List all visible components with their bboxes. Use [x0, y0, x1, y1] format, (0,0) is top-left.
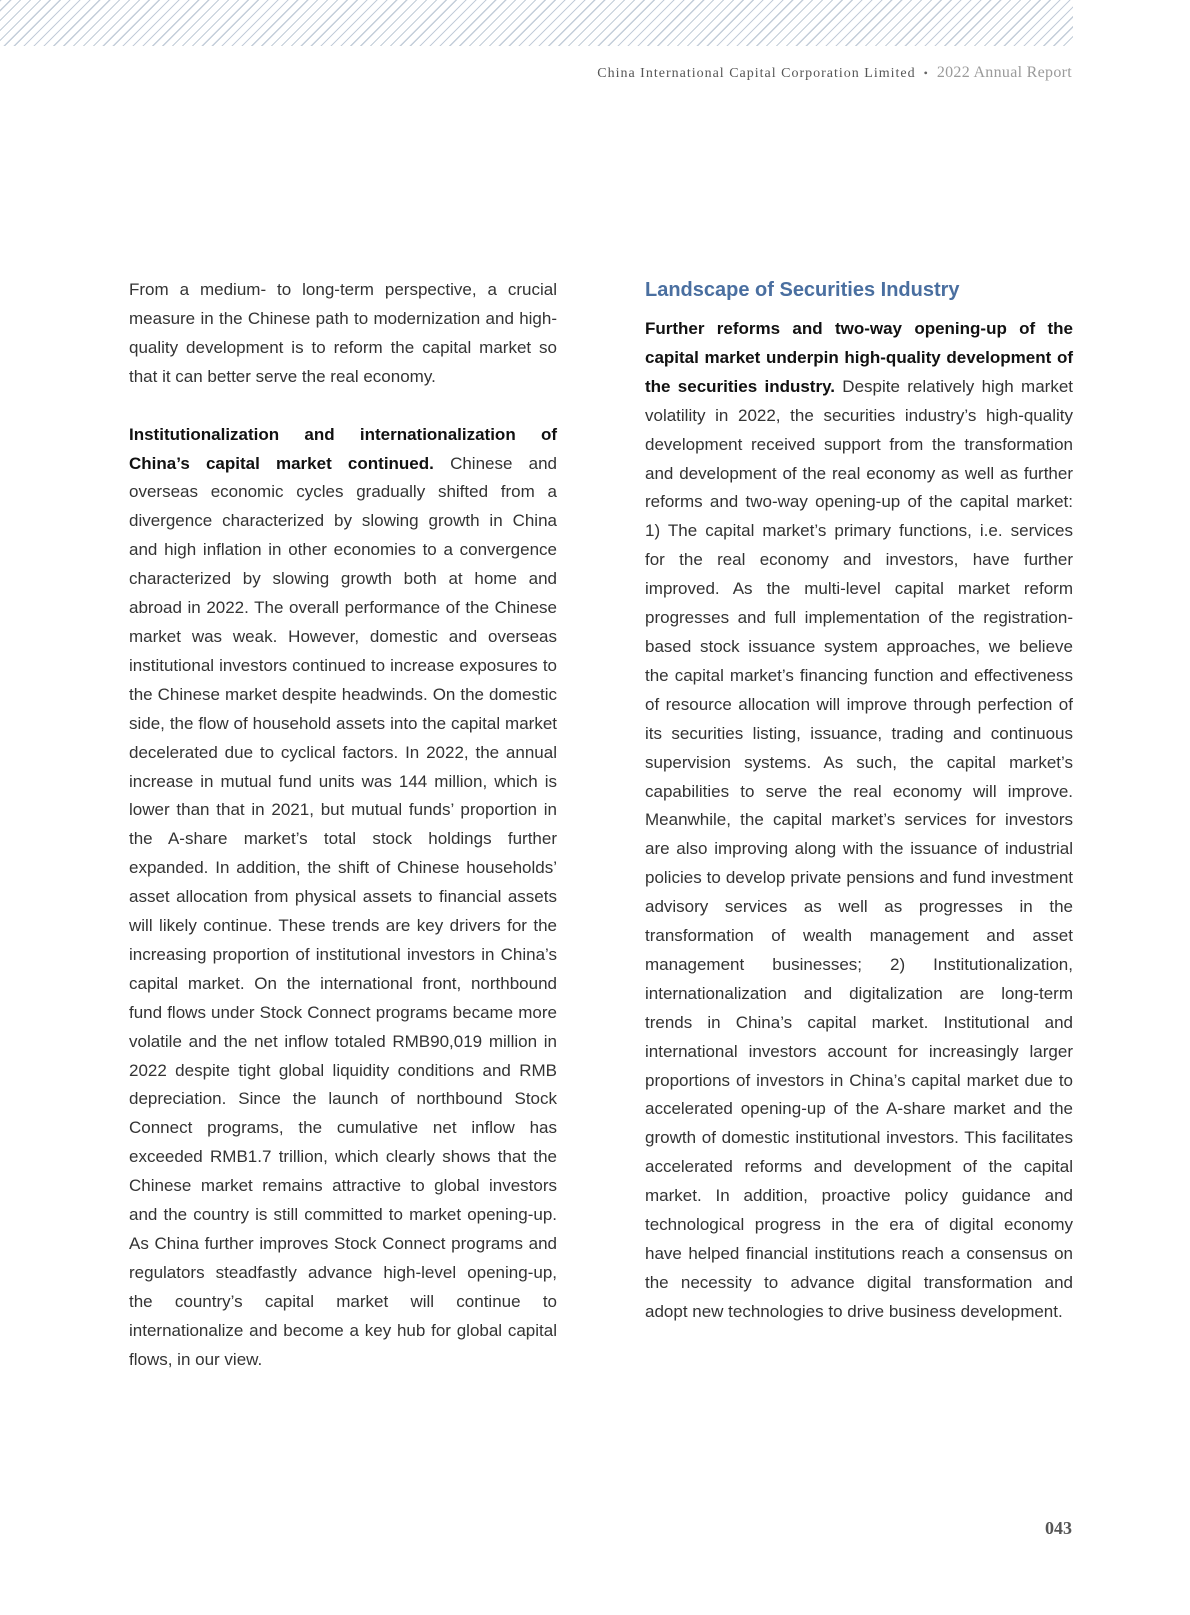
section-heading: Landscape of Securities Industry [645, 279, 960, 301]
paragraph-body: Chinese and overseas economic cycles gradually shifted from a divergence characterized by slowing growth in China and high inflation in other economies to a convergence characterized by slowing growth both at home and abroad in 2022. The overall performance of the Chinese market was weak. However, domestic and overseas institutional investors continued to increase exposures to the Chinese market despite headwinds. On the domestic side, the flow of household assets into the capital market decelerated due to cyclical factors. In 2022, the annual increase in mutual fund units was 144 million, which is lower than that in 2021, but mutual funds’ proportion in the A-share market’s total stock holdings further expanded. In addition, the shift of Chinese households’ asset allocation from physical assets to financial assets will likely continue. These trends are key drivers for the increasing proportion of institutional investors in China’s capital market. On the international front, northbound fund flows under Stock Connect programs became more volatile and the net inflow totaled RMB90,019 million in 2022 despite tight global liquidity conditions and RMB depreciation. Since the launch of northbound Stock Connect programs, the cumulative net inflow has exceeded RMB1.7 trillion, which clearly shows that the Chinese market remains attractive to global investors and the country is still committed to market opening-up. As China further improves Stock Connect programs and regulators steadfastly advance high-level opening-up, the country’s capital market will continue to internationalize and become a key hub for global capital flows, in our view. [129, 453, 557, 1369]
paragraph-lead: Further reforms and two-way opening-up of the capital market underpin high-quality development of the securities industry. [645, 319, 1073, 396]
header-separator: • [923, 66, 929, 80]
report-title: 2022 Annual Report [936, 64, 1072, 81]
page-number: 043 [1045, 1518, 1072, 1538]
header-hatch-band [0, 0, 1073, 46]
company-name: China International Capital Corporation Limited [597, 66, 916, 81]
paragraph-securities-industry [645, 315, 1073, 1327]
running-header [597, 64, 1072, 82]
paragraph-body: Despite relatively high market volatility in 2022, the securities industry’s high-quality development received support from the transformation and development of the real economy as well as further reforms and two-way opening-up of the capital market: 1) The capital market’s primary functions, i.e. services for the real economy and investors, have further improved. As the multi-level capital market reform progresses and full implementation of the registration-based stock issuance system approaches, we believe the capital market’s financing function and effectiveness of resource allocation will improve through perfection of its securities listing, issuance, trading and continuous supervision systems. As such, the capital market’s capabilities to serve the real economy will improve. Meanwhile, the capital market’s services for investors are also improving along with the issuance of industrial policies to develop private pensions and fund investment advisory services as well as progresses in the transformation of wealth management and asset management businesses; 2) Institutionalization, internationalization and digitalization are long-term trends in China’s capital market. Institutional and international investors account for increasingly larger proportions of investors in China’s capital market due to accelerated opening-up of the A-share market and the growth of domestic institutional investors. This facilitates accelerated reforms and development of the capital market. In addition, proactive policy guidance and technological progress in the era of digital economy have helped financial institutions reach a consensus on the necessity to advance digital transformation and adopt new technologies to drive business development. [645, 376, 1073, 1321]
right-column [645, 275, 1073, 1327]
paragraph-intro: From a medium- to long-term perspective, a crucial measure in the Chinese path to modernization and high-quality development is to reform the capital market so that it can better serve the real economy. [129, 280, 557, 386]
left-column [129, 276, 557, 1375]
paragraph-lead: Institutionalization and internationalization of China’s capital market continued. [129, 424, 557, 473]
paragraph-institutionalization [129, 421, 557, 1375]
